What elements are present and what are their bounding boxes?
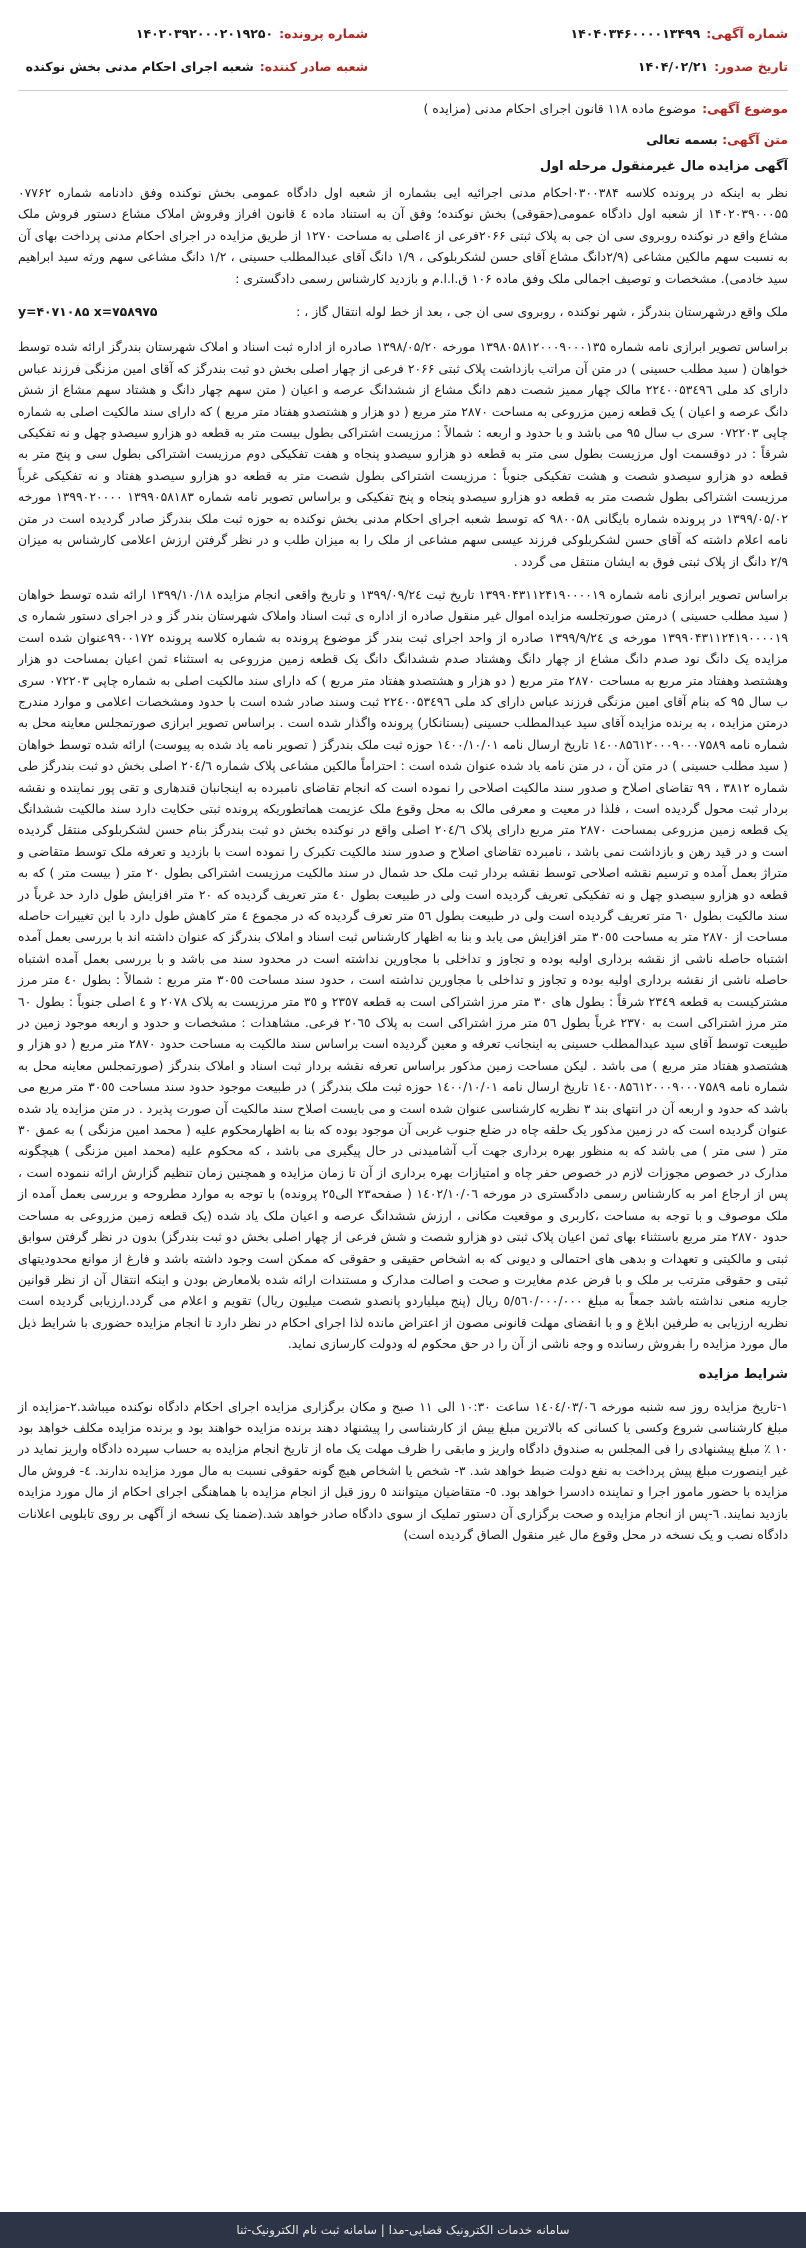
auction-details-paragraph: براساس تصویر ابرازی نامه شماره ۱۳۹۹۰۴۳۱۱۲۴۱۹۰۰۰۰۱۹ تاریخ ثبت ۱۳۹۹/۰۹/۲٤ و تاریخ واقعی انجام مزایده ۱۳۹۹/۱۰/۱۸ ارائه شده توسط خواهان ( سید مطلب حسینی ) درمتن صورتجلسه مزایده اموال غیر منقول صادره از اداره ی ثبت اسناد واملاک شهرستان بندر گز و در اجرای دستور شماره ی ۱۳۹۹۰۴۳۱۱۲۴۱۹۰۰۰۰۱۹ مورخه ی ۱۳۹۹/۹/۲٤ صادره از واحد اجرای ثبت بندر گز موضوع پرونده به شماره کلاسه پرونده ۹۹۰۰۱۷۲عنوان شده است مزایده یک دانگ نود صدم دانگ مشاع از چهار دانگ وهشتاد صدم ششدانگ دانگ یک قطعه زمین مزروعی به استثناء ثمن اعیان بمساحت دو هزار وهشتصد وهفتاد متر مربع به مساحت ۲۸۷۰ متر مربع ( دو هزار و هشتصدو هفتاد متر مربع ) که دارای سند مالکیت اصلی به شماره چاپی ۰۷۲۲۰۳ سری ب سال ۹۵ که بنام آقای امین مزنگی فرزند عباس دارای کد ملی ۲۲٤۰۰۵۳٤۹٦ ثبت وسند صادر شده است با حدود ومشخصات اعلامی و موارد مندرج درمتن مزایده ، به برنده مزایده آقای سید عبدالمطلب حسینی (بستانکار) پرونده واگذار شده است . براساس تصویر ابرازی صورتمجلس معاینه محل به شماره نامه ۱٤۰۰۸۵٦۱۲۰۰۰۹۰۰۰۷۵۸۹ تاریخ ارسال نامه ۱٤۰۰/۱۰/۰۱ حوزه ثبت ملک بندرگز ( تصویر نامه یاد شده به پیوست) ارائه شده توسط خواهان ( سید مطلب حسینی ) در متن آن ، در متن نامه یاد شده عنوان شده است : احتراماً مالکین مشاعی پلاک شماره ۲۰٤/٦ اصلی بخش دو ثبت بندرگز طی شماره ۳۸۱۲ ، ۹۹ تقاضای اصلاح و صدور سند مالکیت اصلاحی را نموده است که انجام تقاضای نامبرده به اینجانبان قندهاری و تقی پور نماینده و نقشه بردار ثبت محول گردیده است ، فلذا در معیت و معرفی مالک به محل وقوع ملک عزیمت هماتطوریکه پرونده ثبتی حکایت دارد سند مالکیت ششدانگ یک قطعه زمین مزروعی بمساحت ۲۸۷۰ متر مربع دارای پلاک ۲۰٤/٦ اصلی واقع در نوکنده بخش دو ثبت بندرگز بنام حسن لشکربلوکی منتقل گردیده است و در قید رهن و بازداشت نمی باشد ، نامبرده تقاضای اصلاح و صدور سند مالکیت تکبرک را نموده است با بازدید و تعرفه ملک توسط متقاضی و متراژ بعمل آمده و ترسیم نقشه اصلاحی توسط نقشه بردار ثبت ملک حد شمال در سند مالکیت مرزیست اشتراکی بطول ۲۰ متر ( بیست متر ) که به قطعه دو هزارو سیصدو چهل و نه تفکیکی تعریف گردیده است ولی در طبیعت بطول ٤۰ متر تعریف گردیده که ۲۰ متر افزایش طول دارد حد غرباً در سند مالکیت بطول ٦۰ متر تعریف گردیده است ولی در طبیعت بطول ٥٦ متر تعرف گردیده که در مجموع ٤ متر کاهش طول دارد با این تغییرات حاصله مساحت از ۲۸۷۰ متر به مساحت ۳۰٥٥ متر افزایش می یابد و بنا به اظهار کارشناس ثبت اسناد و املاک بندرگز که عنوان داشته اند با بررسی بعمل آمده اشتباه حاصله ناشی از نقشه برداری اولیه بوده و تجاوز و تداخلی با مجاورین نداشته است در محدود سند می باشد و با بررسی بعمل آمده اشتباه حاصله ناشی از نقشه برداری اولیه بوده و تجاوز و تداخلی با مجاورین نداشته است ، حدود سند مساحت ۳۰٥٥ متر مربع : شمالاً : بطول ٤۰ متر مرز مشترکیست به قطعه ۲۳٤۹ شرقاً : بطول های ۳۰ متر مرز اشتراکی است به قطعه ۲۳٥۷ و ۳٥ متر مرزیست به پلاک ۲۰۷۸ و ٤ اصلی جنوباً : بطول ٦۰ متر مرز اشتراکی است به ۲۳۷۰ غرباً بطول ٥٦ متر مرز اشتراکی است به پلاک ۲۰٦٥ فرعی. مشاهدات : مشخصات و حدود و اربعه موجود زمین در طبیعت توسط آقای سید عبدالمطلب حسینی به اینجانب تعرفه و معین گردیده است براساس سند مالکیت به مساحت حدود ۲۸۷۰ متر مربع ( دو هزار و هشتصدو هفتاد متر مربع ) می باشد . لیکن مساحت زمین مذکور براساس تعرفه نقشه بردار ثبت اسناد و املاک بندرگز (صورتمجلس معاینه محل به شماره نامه ۱٤۰۰۸۵٦۱۲۰۰۰۹۰۰۰۷۵۸۹ تاریخ ارسال نامه ۱٤۰۰/۱۰/۰۱ حوزه ثبت ملک بندرگز ) در طبیعت موجود حدود سند مساحت ۳۰٥٥ متر مربع می باشد که حدود و اربعه آن در انتهای بند ۳ نظریه کارشناسی عنوان شده است و می بایست اصلاح سند مالکیت آن صورت پذیرد . در متن مزایده یاد شده عنوان گردیده است که در زمین مذکور یک حلقه چاه در ضلع جنوب غربی آن موجود بوده که بنا به اظهارمحکوم علیه ( محمد امین مزنگی ) به عمق ۳۰ متر ( سی متر ) می باشد که به منظور بهره برداری جهت آب آشامیدنی در حال پیگیری می باشد ، که محکوم علیه (محمد امین مزنگی ) هیچگونه مدارک در خصوص مجوزات لازم در خصوص حفر چاه و امتیازات بهره برداری از آن تا زمان مزایده و همچنین زمان تنظیم گزارش ارائه ننموده است ، پس از ارجاع امر به کارشناس رسمی دادگستری در مورخه ۱٤۰۲/۱۰/۰٦ ( صفحه۲۳ الی۲٥ پرونده) با توجه به موارد مطروحه و بررسی بعمل آمده از ملک موصوف و با توجه به مساحت ،کاربری و موقعیت مکانی ، ارزش ششدانگ عرصه و اعیان ملک یاد شده (یک قطعه زمین مزروعی به مساحت حدود ۲۸۷۰ متر مربع باستثناء بهای ثمن اعیان پلاک ثبتی دو هزارو شصت و شش فرعی از چهار اصلی بخش دو ثبت بندرگز) بدون در نظر گرفتن سوابق ثبتی و مالکیتی و تعهدات و بدهی های احتمالی و دیونی که به اشخاص حقیقی و حقوقی که ممکن است وجود داشته باشد و فارغ از موانع محدودیتهای ثبتی و حقوقی مترتب بر ملک و با فرض عدم مغایرت و صحت و اصالت مدارک و مستندات ارائه شده بلامعارض بودن و اینکه انتقال آن از نظر قوانین جاریه منعی نداشته باشد جمعاً به مبلغ ٥/٥٦۰/۰۰۰/۰۰۰ ریال (پنج میلیاردو پانصدو شصت میلیون ریال) تقویم و اعلام می گردد.ارزیابی گردیده است نظریه ارزیابی به طرفین ابلاغ و و با انقضای مهلت قانونی مصون از اعتراض مانده لذا اجرای احکام در نظر دارد تا انجام مزایده حضوری با شرایط ذیل مال مورد مزایده را بفروش رسانده و وجه ناشی از آن را در حق محکوم له ودولت کارسازی نماید. [18, 586, 789, 1352]
property-coordinates: y=۴۰۷۱۰۸۵ x=۷۵۸۹۷۵ [18, 304, 158, 320]
notice-body-label-text: متن آگهی: [722, 132, 788, 147]
notice-number-label: شماره آگهی: [706, 26, 788, 41]
header-divider [18, 90, 788, 91]
issuing-branch-value: شعبه اجرای احکام مدنی بخش نوکنده [25, 59, 254, 74]
notice-subtitle: آگهی مزایده مال غیرمنقول مرحله اول [539, 159, 788, 174]
notice-topic-label: موضوع آگهی: [702, 101, 788, 116]
case-number-value: ۱۴۰۲۰۳۹۲۰۰۰۲۰۱۹۲۵۰ [135, 26, 274, 41]
issuing-branch-label: شعبه صادر کننده: [259, 59, 368, 74]
site-footer [0, 2212, 806, 2248]
intro-paragraph: نظر به اینکه در پرونده کلاسه ۰۳۰۰۳۸۴احکام مدنی اجرائیه ایی بشماره از شعبه اول دادگاه عمومی بخش نوکنده وفق دادنامه شماره ۰۷۷۶۲ ۱۴۰۲۰۳۹۰۰۰۵۵ از شعبه اول دادگاه عمومی(حقوقی) بخش نوکنده؛ وفق آن به استناد ماده ٤ قانون افراز وفروش املاک مشاع دستور فروش ملک مشاع واقع در نوکنده روبروی سی ان جی به پلاک ثبتی ۲۰۶۶فرعی از ٤اصلی به مساحت ۱۲۷۰ از طریق مزایده در اجرای احکام مدنی پرداخت بهای آن به نسبت سهم مالکین مشاعی (۲/۹دانگ مشاع آقای حسن لشکربلوکی ، ۱/۹ دانگ آقای عبدالمطلب حسینی ، ۱/۲ دانگ مشاعی سهم ورثه سید ابراهیم سید خادمی). مشخصات و توصیف اجمالی ملک وفق ماده ۱۰۶ ق.ا.ا.م و بازدید کارشناس رسمی دادگستری : [18, 185, 789, 286]
issue-date-label: تاریخ صدور: [714, 59, 788, 74]
issue-date-value: ۱۴۰۴/۰۲/۲۱ [637, 59, 709, 74]
notice-number [368, 26, 788, 41]
notice-topic [18, 101, 788, 116]
conditions-title: شرایط مزایده [698, 1366, 788, 1382]
registry-paragraph: براساس تصویر ابرازی نامه شماره ۱۳۹۸۰۵۸۱۲۰۰۰۹۰۰۰۱۳۵ مورخه ۱۳۹۸/۰۵/۲۰ صادره از اداره ثبت اسناد و املاک شهرستان بندرگز ارائه شده توسط خواهان ( سید مطلب حسینی ) در متن آن مراتب بازداشت پلاک ثبتی ۲۰۶۶ فرعی از چهار اصلی بخش دو ثبت بندرگز که آقای امین مزنگی فرزند عباس دارای کد ملی ۲۲٤۰۰۵۳٤۹٦ مالک چهار ممیز شصت دهم دانگ مشاع از ششدانگ عرصه و اعیان ( متن سهم چهار دانگ و هشتاد سهم مشاع از شش دانگ عرصه و اعیان ) یک قطعه زمین مزروعی به مساحت ۲۸۷۰ متر مربع ( دو هزار و هشتصدو هفتاد متر مربع ) که دارای سند مالکیت اصلی به شماره چاپی ۰۷۲۲۰۳ سری ب سال ۹۵ می باشد و با حدود و اربعه : شمالاً : مرزیست اشتراکی بطول بیست متر به قطعه دو هزارو سیصدو چهل و نه تفکیکی شرقاً : در دوقسمت اول مرزیست بطول سی متر به قطعه دو هزارو سیصدو پنجاه و هفت تفکیکی دوم مرزیست اشتراکی بطول سی و پنج متر به قطعه دو هزارو سیصدو شصت و هشت تفکیکی جنوباً : مرزیست اشتراکی بطول شصت متر به قطعه دو هزارو سیصدو هفتاد و نه تفکیکی غرباً مرزیست اشتراکی بطول شصت متر به قطعه دو هزارو سیصدو پنجاه و پنج تفکیکی و براساس تصویر نامه شماره ۱۳۹۹۰۵۸۱۸۳ ۱۳۹۹۰۲۰۰۰۰ مورخه ۱۳۹۹/۰۵/۰۲ در پرونده شماره بایگانی ۹۸۰۰۵۸ که توسط شعبه اجرای احکام مدنی بخش نوکنده به حوزه ثبت ملک بندرگز صادر گردیده است در متن نامه اعلام داشته که آقای حسن لشکربلوکی فرزند عیسی سهم مشاعی از ملک را به میزان طلب و در نظر گرفتن ارزش اعلامی کارشناس به میزان ۲/۹ دانگ از پلاک ثبتی فوق به ایشان منتقل می گردد . [18, 339, 789, 569]
notice-body-label [18, 132, 788, 147]
footer-links[interactable]: سامانه خدمات الکترونیک قضایی-مدا | سامانه ثبت نام الکترونیک-ثنا [236, 2223, 570, 2237]
issuing-branch [18, 59, 368, 74]
case-number-label: شماره پرونده: [279, 26, 368, 41]
property-location [18, 301, 788, 322]
notice-document [18, 18, 788, 2208]
case-number [18, 26, 368, 41]
notice-number-value: ۱۴۰۴۰۳۴۶۰۰۰۰۱۳۴۹۹ [570, 26, 701, 41]
watermark: ◌ [52, 344, 104, 406]
bismillah-text: بسمه تعالی [646, 132, 718, 147]
conditions-paragraph: ۱-تاریخ مزایده روز سه شنبه مورخه ۱٤۰٤/۰۳/۰٦ ساعت ۱۰:۳۰ الی ۱۱ صبح و مکان برگزاری مزایده اجرای احکام دادگاه نوکنده میباشد.۲-مزایده از مبلغ کارشناسی شروع وکسی یا کسانی که بالاترین مبلغ بیش از کارشناسی را پیشنهاد دهند برنده مزایده خواهند بود و برنده مزایده مکلف خواهد بود ۱۰ ٪ مبلغ پیشنهادی را فی المجلس به صندوق دادگاه واریز و مابقی را ظرف مهلت یک ماه از تاریخ انجام مزایده به حساب سپرده دادگاه واریز نماید در غیر اینصورت مبلغ پیش پرداخت به نفع دولت ضبط خواهد شد. ۳- شخص یا اشخاص هیچ گونه حقوقی نسبت به مال مورد مزایده ندارند. ٤- فروش مال مزایده با حضور مامور اجرا و نماینده دادسرا خواهد بود. ٥- متقاضیان میتوانند ٥ روز قبل از انجام مزایده با هماهنگی اجرای احکام از مال مورد مزایده بازدید نمایند. ٦-پس از انجام مزایده و صحت برگزاری آن دستور تملیک از سوی دادگاه صادر خواهد شد.(ضمنا یک نسخه از آگهی بر روی تابلویی اعلانات دادگاه نصب و یک نسخه در محل وقوع مال غیر منقول الصاق گردیده است) [18, 1398, 788, 1542]
notice-meta [18, 18, 788, 74]
issue-date [368, 59, 788, 74]
property-location-text: ملک واقع درشهرستان بندرگز ، شهر نوکنده ، روبروی سی ان جی ، بعد از خط لوله انتقال گاز ، : [296, 304, 788, 320]
notice-topic-value: موضوع ماده ۱۱۸ قانون اجرای احکام مدنی (مزایده ) [423, 101, 697, 116]
